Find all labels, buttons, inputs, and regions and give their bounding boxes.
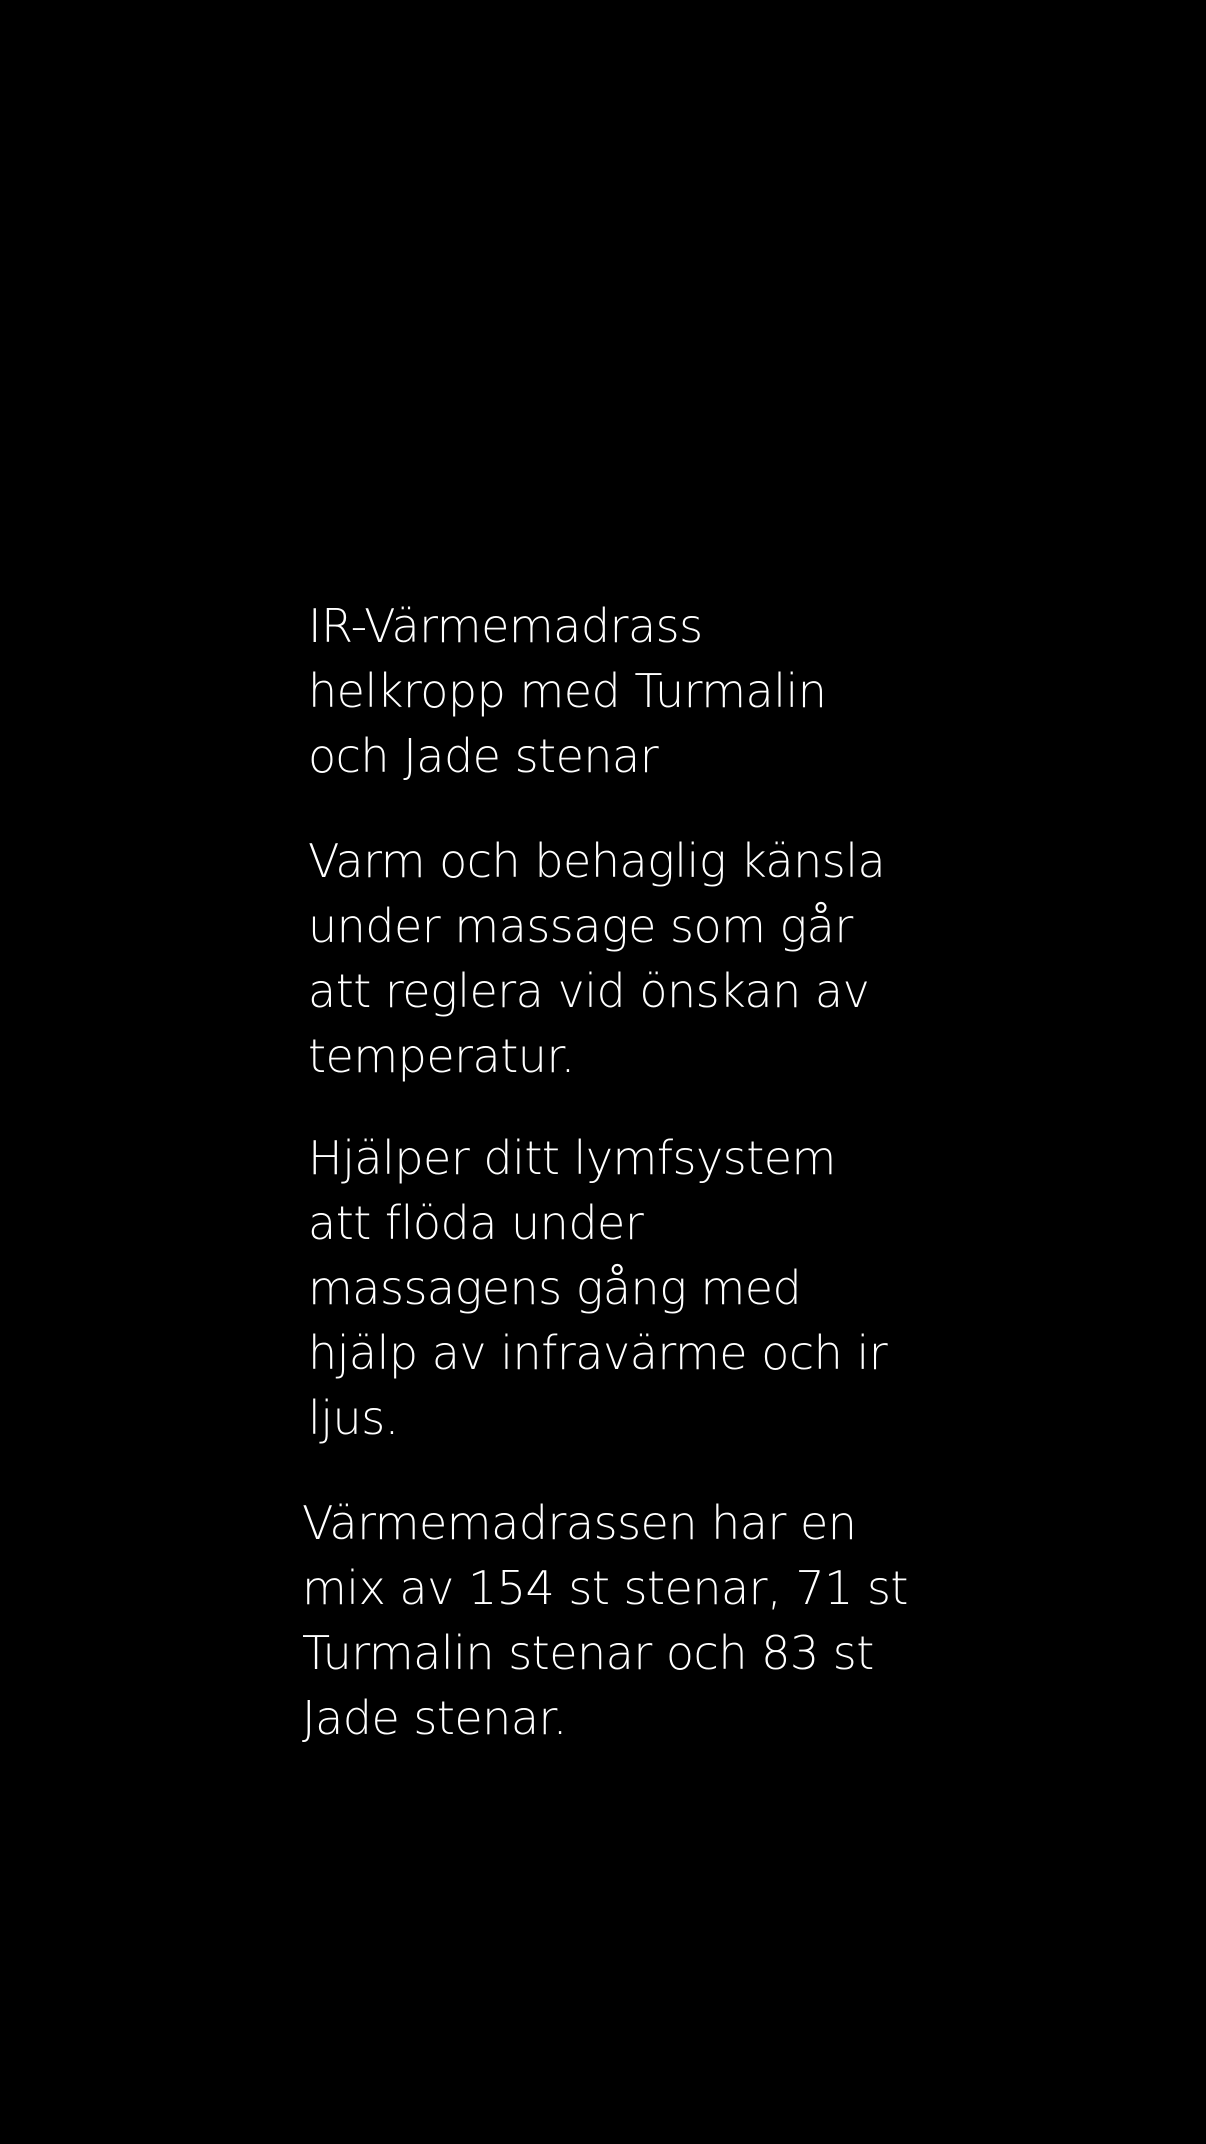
- product-title: IR-Värmemadrass helkropp med Turmalin och Jade stenar: [308, 599, 827, 783]
- comfort-description: Varm och behaglig känsla under massage som går att reglera vid önskan av temperatur.: [308, 834, 886, 1083]
- stones-description: Värmemadrassen har en mix av 154 st stenar, 71 st Turmalin stenar och 83 st Jade stenar.: [302, 1496, 908, 1745]
- lymph-description: Hjälper ditt lymfsystem att flöda under massagens gång med hjälp av infravärme och ir ljus.: [308, 1131, 888, 1445]
